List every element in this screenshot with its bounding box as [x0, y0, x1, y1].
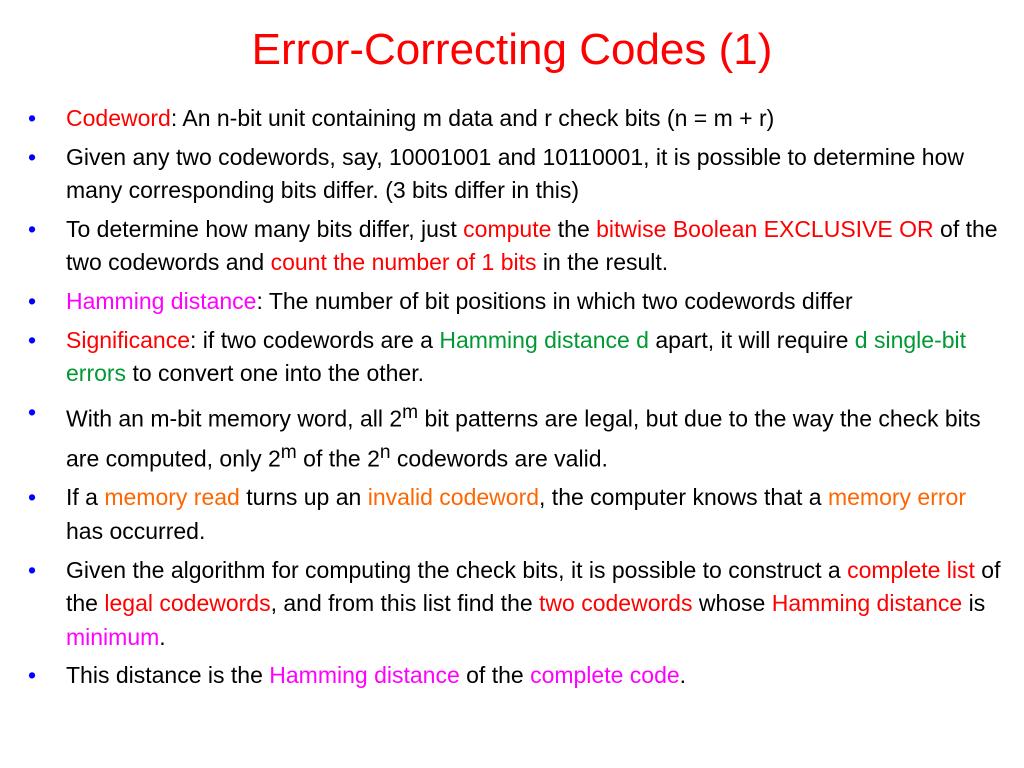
- bullet-text-segment: compute: [463, 215, 552, 242]
- bullet-item: [20, 396, 1005, 476]
- bullet-text-segment: Given the algorithm for computing the check bits, it is possible to construct a: [66, 556, 848, 583]
- bullet-item: [20, 481, 1005, 548]
- bullet-text-segment: : The number of bit positions in which two codewords differ: [256, 288, 853, 315]
- bullet-dot-icon: •: [28, 556, 37, 583]
- bullet-item: [20, 213, 1005, 280]
- bullet-text-segment: , and from this list find the: [270, 590, 540, 617]
- bullet-text-segment: memory error: [827, 484, 966, 511]
- bullet-text-segment: This distance is the: [66, 662, 270, 689]
- bullet-item: [20, 141, 1005, 208]
- bullet-item: [20, 285, 1005, 319]
- bullet-dot-icon: •: [28, 143, 37, 170]
- bullet-text-segment: memory read: [104, 484, 240, 511]
- bullet-item: [20, 324, 1005, 391]
- bullet-text-segment: d single-bit errors: [66, 326, 967, 387]
- bullet-text-segment: has occurred.: [66, 517, 206, 544]
- bullet-text-segment: : An n-bit unit containing m data and r check bits (n = m + r): [170, 105, 775, 131]
- bullet-text-segment: of the two codewords and: [66, 215, 998, 276]
- bullet-text-segment: Hamming distance d: [439, 326, 649, 353]
- bullet-text-segment: With an m-bit memory word, all 2: [66, 405, 403, 432]
- bullet-text-segment: to convert one into the other.: [126, 360, 424, 387]
- bullet-text-segment: two codewords: [539, 590, 693, 617]
- bullet-text-segment: , the computer knows that a: [539, 484, 828, 511]
- bullet-text-segment: .: [159, 623, 166, 650]
- bullet-dot-icon: •: [28, 215, 37, 242]
- bullet-dot-icon: •: [28, 484, 37, 511]
- bullet-text-segment: turns up an: [239, 484, 368, 511]
- bullet-item: [20, 554, 1005, 655]
- bullet-text-segment: : if two codewords are a: [190, 326, 440, 353]
- superscript-text: m: [280, 442, 297, 464]
- bullet-list: [20, 102, 1005, 698]
- bullet-text-segment: To determine how many bits differ, just: [66, 215, 464, 242]
- bullet-dot-icon: •: [28, 105, 37, 131]
- bullet-text-segment: Hamming distance: [771, 590, 963, 617]
- superscript-text: n: [379, 442, 391, 464]
- bullet-dot-icon: •: [28, 662, 37, 689]
- bullet-text-segment: bit patterns are legal, but due to the way the check bits are computed, only 2: [66, 405, 981, 472]
- bullet-text-segment: in the result.: [536, 249, 669, 276]
- bullet-text-segment: legal codewords: [104, 590, 271, 617]
- bullet-text-segment: Significance: [66, 326, 191, 353]
- bullet-text-segment: codewords are valid.: [390, 445, 608, 472]
- bullet-text-segment: Hamming distance: [66, 288, 257, 315]
- bullet-text-segment: bitwise Boolean EXCLUSIVE OR: [596, 215, 934, 242]
- bullet-dot-icon: •: [28, 326, 37, 353]
- bullet-text-segment: of the 2: [296, 445, 380, 472]
- bullet-text-segment: invalid codeword: [367, 484, 540, 511]
- bullet-text-segment: complete code: [530, 662, 680, 689]
- bullet-text-segment: If a: [66, 484, 105, 511]
- bullet-dot-icon: •: [28, 398, 37, 425]
- bullet-text-segment: Hamming distance: [269, 662, 460, 689]
- bullet-text-segment: of the: [459, 662, 531, 689]
- bullet-text-segment: the: [551, 215, 597, 242]
- bullet-text-segment: apart, it will require: [648, 326, 855, 353]
- bullet-text-segment: minimum: [66, 623, 160, 650]
- bullet-dot-icon: •: [28, 288, 37, 315]
- superscript-text: m: [402, 401, 419, 423]
- bullet-text-segment: of the: [66, 556, 1001, 617]
- bullet-text-segment: Codeword: [66, 105, 171, 131]
- bullet-text-segment: count the number of 1 bits: [270, 249, 537, 276]
- bullet-text-segment: Given any two codewords, say, 10001001 and 10110001, it is possible to determine how many corresponding bits differ. (3 bits differ in this): [66, 143, 964, 204]
- bullet-text-segment: whose: [692, 590, 772, 617]
- bullet-text-segment: is: [962, 590, 986, 617]
- bullet-text-segment: .: [679, 662, 687, 689]
- slide-title: Error-Correcting Codes (1): [251, 25, 773, 74]
- bullet-item: [20, 102, 1005, 136]
- bullet-item: [20, 659, 1005, 693]
- bullet-text-segment: complete list: [847, 556, 975, 583]
